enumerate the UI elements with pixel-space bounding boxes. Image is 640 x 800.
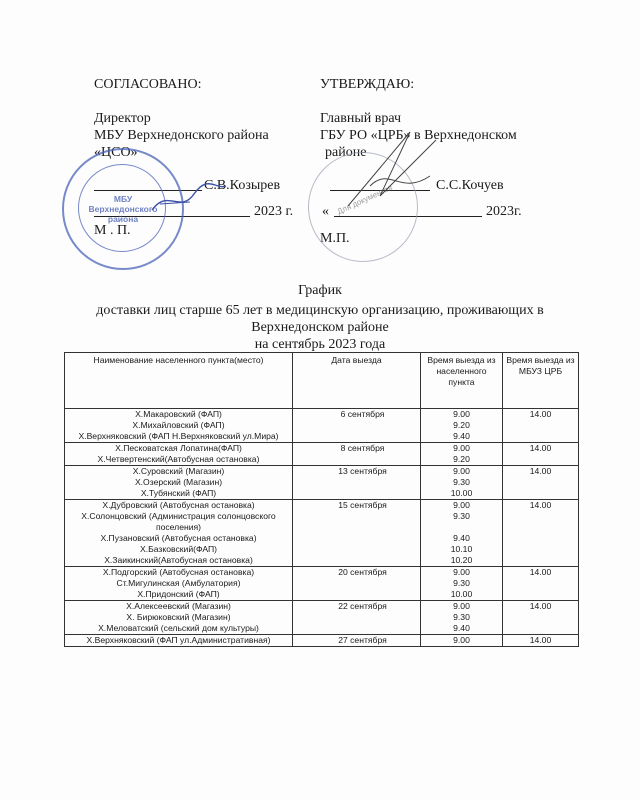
date-cell: 6 сентября [293, 409, 421, 443]
header-date: Дата выезда [293, 353, 421, 409]
place-name: Х.Верхняковский (ФАП Н.Верхняковский ул.Мира) [78, 431, 279, 441]
left-signature-name: С.В.Козырев [204, 178, 281, 193]
departure-time: 9.30 [453, 511, 470, 521]
left-seal-label: М . П. [94, 223, 131, 238]
doc-title: График [298, 283, 342, 298]
right-signature-mark [340, 126, 450, 216]
place-cell [65, 409, 293, 443]
right-signature-name: С.С.Кочуев [436, 178, 504, 193]
table-row [65, 635, 579, 647]
departure-time: 10.10 [450, 544, 473, 554]
date-cell: 27 сентября [293, 635, 421, 647]
right-heading: УТВЕРЖДАЮ: [320, 77, 415, 92]
date-cell: 8 сентября [293, 443, 421, 466]
left-position-line3: «ЦСО» [94, 145, 138, 160]
header-return: Время выезда из МБУЗ ЦРБ [503, 353, 579, 409]
left-position-line1: Директор [94, 111, 151, 126]
departure-cell [421, 443, 503, 466]
place-name: Х.Верхняковский (ФАП ул.Административная) [86, 635, 271, 645]
place-name: Х.Заикинский(Автобусная остановка) [104, 555, 253, 565]
place-name: Х.Песковатская Лопатина(ФАП) [115, 443, 242, 453]
doc-subtitle-line3: на сентябрь 2023 года [254, 337, 386, 352]
departure-time: 9.20 [453, 420, 470, 430]
header-departure: Время выезда из населенного пункта [421, 353, 503, 409]
right-position-line1: Главный врач [320, 111, 402, 126]
place-name: Х. Бирюковский (Магазин) [126, 612, 231, 622]
place-name: Х.Макаровский (ФАП) [135, 409, 222, 419]
departure-time: 9.00 [453, 500, 470, 510]
departure-time: 9.40 [453, 431, 470, 441]
place-cell [65, 500, 293, 567]
place-name: Х.Придонский (ФАП) [137, 589, 220, 599]
place-name: Х.Пузановский (Автобусная остановка) [100, 533, 257, 543]
return-cell: 14.00 [503, 500, 579, 567]
departure-cell [421, 466, 503, 500]
place-cell [65, 567, 293, 601]
departure-time: 9.00 [453, 567, 470, 577]
departure-time: 9.30 [453, 578, 470, 588]
departure-cell [421, 409, 503, 443]
table-row [65, 409, 579, 443]
departure-time: 9.30 [453, 612, 470, 622]
departure-time: 9.00 [453, 601, 470, 611]
date-cell: 15 сентября [293, 500, 421, 567]
date-cell: 22 сентября [293, 601, 421, 635]
departure-time: 9.40 [453, 533, 470, 543]
departure-time: 9.00 [453, 443, 470, 453]
right-seal-label: М.П. [320, 231, 350, 246]
departure-time: 10.00 [450, 488, 473, 498]
place-name: Х.Алексеевский (Магазин) [126, 601, 231, 611]
right-stamp-text: Для документов [335, 182, 394, 217]
table-row [65, 567, 579, 601]
place-cell [65, 601, 293, 635]
return-cell: 14.00 [503, 567, 579, 601]
departure-cell [421, 635, 503, 647]
place-cell [65, 635, 293, 647]
table-row [65, 500, 579, 567]
place-name: Ст.Мигулинская (Амбулатория) [116, 578, 241, 588]
left-position-line2: МБУ Верхнедонского района [94, 128, 269, 143]
place-name: Х.Дубровский (Автобусная остановка) [102, 500, 255, 510]
return-cell: 14.00 [503, 601, 579, 635]
schedule-table [64, 352, 579, 647]
right-position-line2: ГБУ РО «ЦРБ» в Верхнедонском [320, 128, 517, 143]
place-name: Х.Подгорский (Автобусная остановка) [102, 567, 255, 577]
departure-cell [421, 500, 503, 567]
place-name: Х.Тубянский (ФАП) [140, 488, 217, 498]
table-row [65, 466, 579, 500]
header-place: Наименование населенного пункта(место) [65, 353, 293, 409]
date-cell: 20 сентября [293, 567, 421, 601]
place-name: Х.Озерский (Магазин) [134, 477, 223, 487]
return-cell: 14.00 [503, 443, 579, 466]
departure-cell [421, 567, 503, 601]
place-name: Х.Михайловский (ФАП) [132, 420, 225, 430]
right-position-line3: районе [325, 145, 367, 160]
departure-time: 9.00 [453, 635, 470, 645]
place-name: Х.Базковский(ФАП) [139, 544, 218, 554]
left-date-suffix: 2023 г. [254, 204, 294, 219]
departure-time: 9.00 [453, 466, 470, 476]
place-name: Х.Четвертенский(Автобусная остановка) [97, 454, 260, 464]
departure-time: 10.20 [450, 555, 473, 565]
place-cell [65, 443, 293, 466]
place-cell [65, 466, 293, 500]
place-name: Х.Меловатский (сельский дом культуры) [98, 623, 259, 633]
doc-subtitle-line2: Верхнедонском районе [251, 320, 389, 335]
departure-time: 9.40 [453, 623, 470, 633]
departure-time: 9.30 [453, 477, 470, 487]
place-name: Х.Солонцовский (Администрация солонцовского поселения) [81, 511, 276, 532]
left-signature-mark [150, 180, 230, 220]
table-row [65, 601, 579, 635]
left-stamp-text: МБУ Верхнедонского района [88, 194, 158, 224]
date-cell: 13 сентября [293, 466, 421, 500]
right-date-prefix: « [322, 204, 329, 219]
doc-subtitle-line1: доставки лиц старше 65 лет в медицинскую организацию, проживающих в [96, 303, 544, 318]
departure-time: 9.00 [453, 409, 470, 419]
right-date-suffix: 2023г. [486, 204, 522, 219]
left-heading: СОГЛАСОВАНО: [94, 77, 202, 92]
place-name: Х.Суровский (Магазин) [132, 466, 225, 476]
departure-time-spacer [423, 522, 500, 533]
departure-time: 10.00 [450, 589, 473, 599]
return-cell: 14.00 [503, 635, 579, 647]
return-cell: 14.00 [503, 409, 579, 443]
return-cell: 14.00 [503, 466, 579, 500]
departure-cell [421, 601, 503, 635]
departure-time: 9.20 [453, 454, 470, 464]
table-row [65, 443, 579, 466]
